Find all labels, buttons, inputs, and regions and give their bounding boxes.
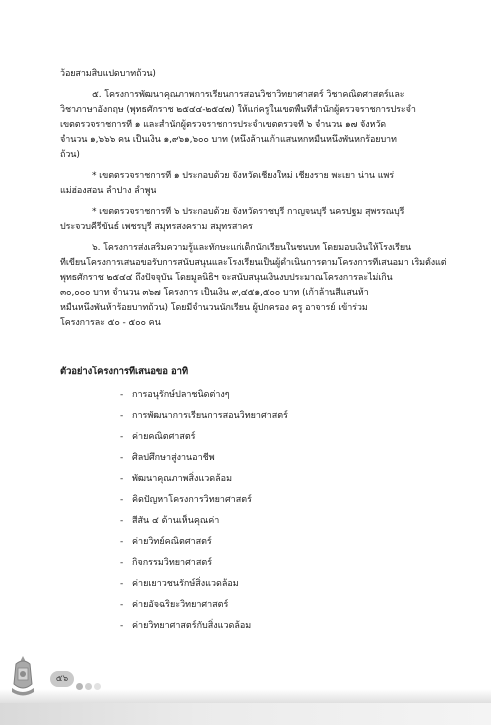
paragraph-line: วิชาภาษาอังกฤษ (พุทธศักราช ๒๕๔๔-๒๕๔๗) ให้แก่ครูในเขตพื้นที่สำนักผู้ตรวจราชการประจำ [60, 105, 416, 115]
paragraph-line: เขตตรวจราชการที่ ๑ และสำนักผู้ตรวจราชการประจำเขตตรวจที่ ๖ จำนวน ๑๗ จังหวัด [60, 120, 387, 130]
list-item: - ศิลปศึกษาสู่งานอาชีพ [120, 453, 215, 463]
paragraph-line: หมื่นหนึ่งพันห้าร้อยบาทถ้วน) โดยมีจำนวนนักเรียน ผู้ปกครอง ครู อาจารย์ เข้าร่วม [60, 303, 368, 313]
paragraph-line: จำนวน ๑,๖๖๖ คน เป็นเงิน ๑,๙๖๑,๖๐๐ บาท (หนึ่งล้านเก้าแสนหกหมื่นหนึ่งพันหกร้อยบาท [60, 135, 397, 145]
paragraph-line: โครงการละ ๕๐ - ๕๐๐ คน [60, 318, 161, 328]
list-item: - ค่ายอัจฉริยะวิทยาศาสตร์ [120, 600, 229, 610]
decorative-dots [76, 675, 103, 694]
dot-3 [94, 683, 101, 690]
paragraph-line: ๖. โครงการส่งเสริมความรู้และทักษะแก่เด็กนักเรียนในชนบท โดยมอบเงินให้โรงเรียน [92, 243, 412, 253]
paragraph-line: พุทธศักราช ๒๕๔๔ ถึงปัจจุบัน โดยมูลนิธิฯ จะสนับสนุนเงินงบประมาณโครงการละไม่เกิน [60, 273, 393, 283]
paragraph-line: ว้อยสามสิบแปดบาทถ้วน) [60, 69, 156, 79]
paragraph-line: ที่เขียนโครงการเสนอขอรับการสนับสนุนและโรงเรียนเป็นผู้ดำเนินการตามโครงการที่เสนอมา เริ่มตั้งแต่ [60, 258, 447, 268]
list-item: - คิดปัญหาโครงการวิทยาศาสตร์ [120, 495, 252, 505]
foundation-emblem-icon [8, 654, 38, 698]
page-number: ๕๖ [50, 671, 74, 687]
paragraph-line: * เขตตรวจราชการที่ ๑ ประกอบด้วย จังหวัดเชียงใหม่ เชียงราย พะเยา น่าน แพร่ [92, 171, 394, 181]
list-item: - กิจกรรมวิทยาศาสตร์ [120, 558, 213, 568]
paragraph-line: ถ้วน) [60, 150, 80, 160]
list-item: - การพัฒนาการเรียนการสอนวิทยาศาสตร์ [120, 411, 288, 421]
paragraph-line: * เขตตรวจราชการที่ ๖ ประกอบด้วย จังหวัดราชบุรี กาญจนบุรี นครปฐม สุพรรณบุรี [92, 207, 405, 217]
paragraph-line: ๕. โครงการพัฒนาคุณภาพการเรียนการสอนวิชาวิทยาศาสตร์ วิชาคณิตศาสตร์และ [92, 90, 405, 100]
list-item: - สีสัน ๔ ด้านเห็นคุณค่า [120, 516, 220, 526]
list-item: - พัฒนาคุณภาพสิ่งแวดล้อม [120, 474, 232, 484]
list-item: - การอนุรักษ์ปลาชนิดต่างๆ [120, 390, 230, 400]
paragraph-line: ประจวบคีรีขันธ์ เพชรบุรี สมุทรสงคราม สมุทรสาคร [60, 222, 253, 232]
list-item: - ค่ายคณิตศาสตร์ [120, 432, 196, 442]
dot-2 [85, 683, 92, 690]
paragraph-line: แม่ฮ่องสอน ลำปาง ลำพูน [60, 186, 157, 196]
footer-band [0, 703, 491, 725]
list-item: - ค่ายวิทย์คณิตศาสตร์ [120, 537, 212, 547]
list-item: - ค่ายวิทยาศาสตร์กับสิ่งแวดล้อม [120, 621, 252, 631]
paragraph-line: ๓๐,๐๐๐ บาท จำนวน ๓๖๗ โครงการ เป็นเงิน ๙,๔๕๑,๕๐๐ บาท (เก้าล้านสี่แสนห้า [60, 288, 369, 298]
examples-heading: ตัวอย่างโครงการที่เสนอขอ อาทิ [60, 366, 189, 377]
dot-1 [76, 683, 83, 690]
list-item: - ค่ายเยาวชนรักษ์สิ่งแวดล้อม [120, 579, 239, 589]
